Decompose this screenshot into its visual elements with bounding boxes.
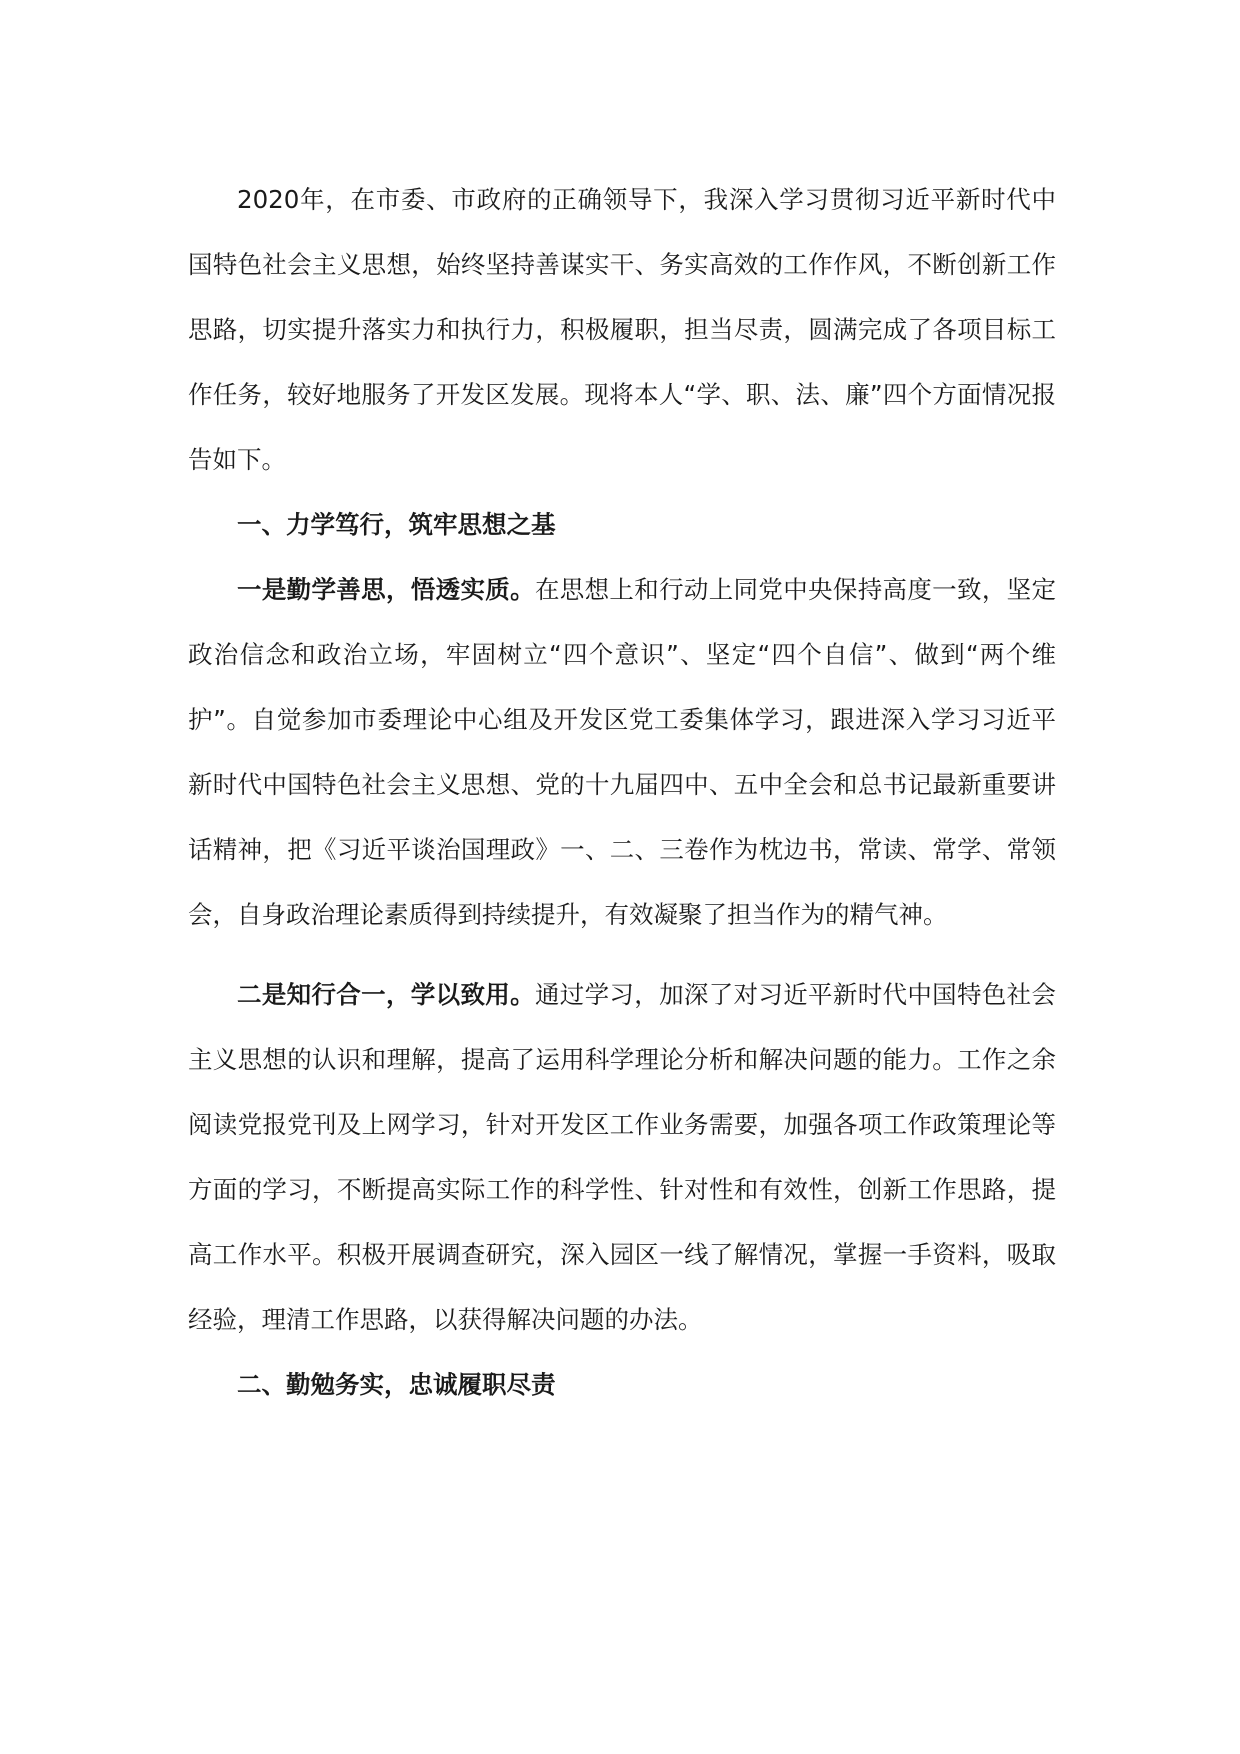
- section-heading-2: 二、勤勉务实，忠诚履职尽责: [237, 1370, 556, 1399]
- section1-item2-paragraph: [188, 962, 1056, 1352]
- document-body: [188, 167, 1056, 1417]
- item1-lead: 一是勤学善思，悟透实质。: [237, 575, 535, 604]
- item1-body: 在思想上和行动上同党中央保持高度一致，坚定政治信念和政治立场，牢固树立“四个意识”、坚定“四个自信”、做到“两个维护”。自觉参加市委理论中心组及开发区党工委集体学习，跟进深入学习习近平新时代中国特色社会主义思想、党的十九届四中、五中全会和总书记最新重要讲话精神，把《习近平谈治国理政》一、二、三卷作为枕边书，常读、常学、常领会，自身政治理论素质得到持续提升，有效凝聚了担当作为的精气神。: [188, 575, 1056, 929]
- item2-body: 通过学习，加深了对习近平新时代中国特色社会主义思想的认识和理解，提高了运用科学理论分析和解决问题的能力。工作之余阅读党报党刊及上网学习，针对开发区工作业务需要，加强各项工作政策理论等方面的学习，不断提高实际工作的科学性、针对性和有效性，创新工作思路，提高工作水平。积极开展调查研究，深入园区一线了解情况，掌握一手资料，吸取经验，理清工作思路，以获得解决问题的办法。: [188, 980, 1056, 1334]
- paragraph-gap: [188, 947, 1056, 962]
- item2-lead: 二是知行合一，学以致用。: [237, 980, 535, 1009]
- section-heading-1: 一、力学笃行，筑牢思想之基: [237, 510, 556, 539]
- section1-item1-paragraph: [188, 557, 1056, 947]
- intro-paragraph: 2020年，在市委、市政府的正确领导下，我深入学习贯彻习近平新时代中国特色社会主义思想，始终坚持善谋实干、务实高效的工作作风，不断创新工作思路，切实提升落实力和执行力，积极履职，担当尽责，圆满完成了各项目标工作任务，较好地服务了开发区发展。现将本人“学、职、法、廉”四个方面情况报告如下。: [188, 185, 1056, 474]
